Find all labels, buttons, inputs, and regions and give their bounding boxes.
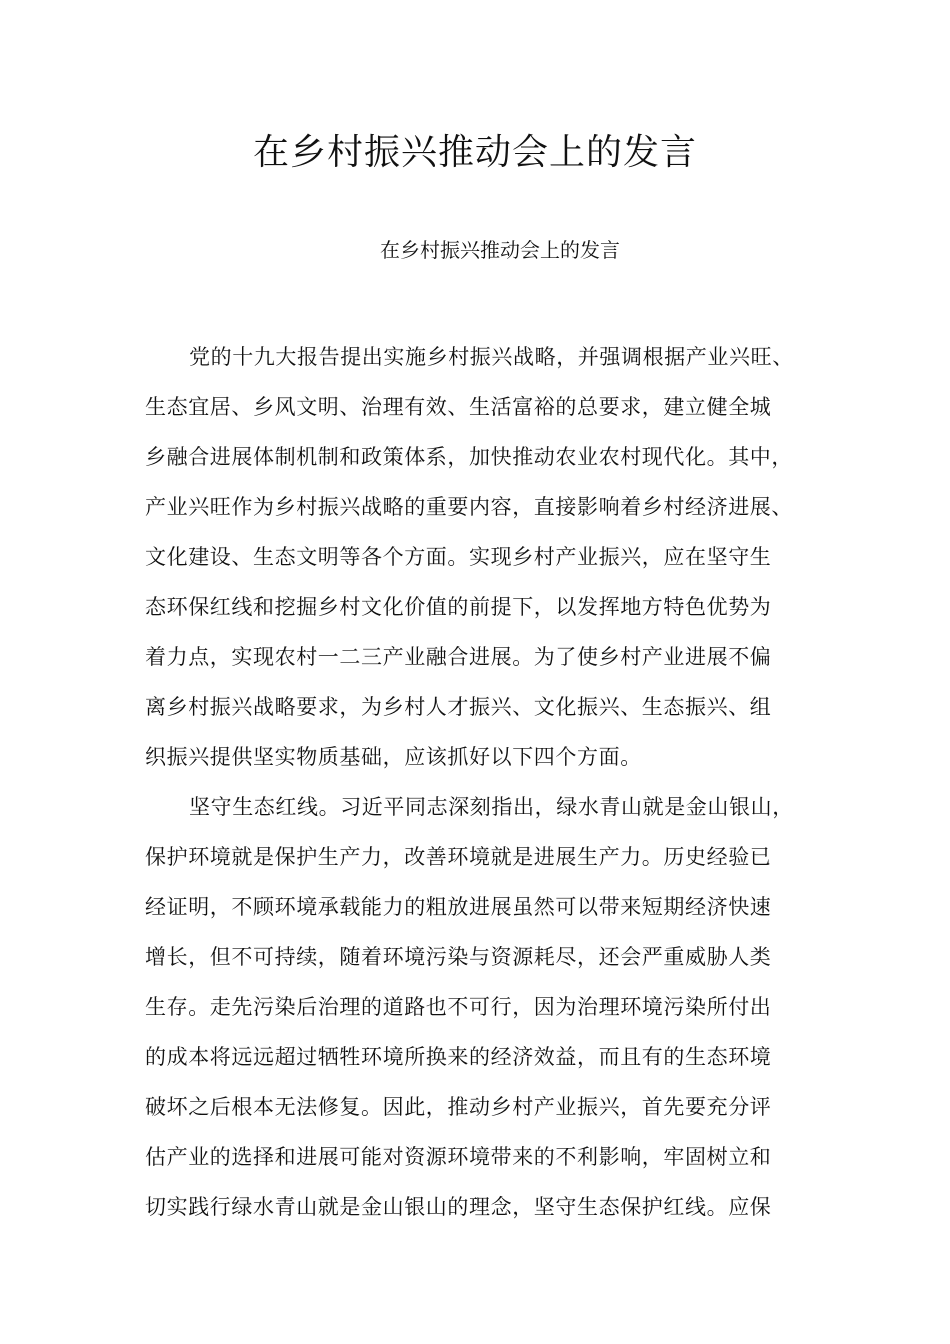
text-line: 破坏之后根本无法修复。因此，推动乡村产业振兴，首先要充分评: [145, 1095, 772, 1119]
text-line: 态环保红线和挖掘乡村文化价值的前提下，以发挥地方特色优势为: [145, 595, 772, 619]
text-line: 生态宜居、乡风文明、治理有效、生活富裕的总要求，建立健全城: [145, 395, 772, 419]
text-line: 生存。走先污染后治理的道路也不可行，因为治理环境污染所付出: [145, 995, 772, 1019]
text-line: 切实践行绿水青山就是金山银山的理念，坚守生态保护红线。应保: [145, 1195, 772, 1219]
document-subtitle: 在乡村振兴推动会上的发言: [380, 238, 620, 262]
document-title: 在乡村振兴推动会上的发言: [252, 132, 697, 173]
text-line: 织振兴提供坚实物质基础，应该抓好以下四个方面。: [145, 745, 642, 769]
text-line: 产业兴旺作为乡村振兴战略的重要内容，直接影响着乡村经济进展、: [145, 495, 793, 519]
text-line: 的成本将远远超过牺牲环境所换来的经济效益，而且有的生态环境: [145, 1045, 772, 1069]
text-line: 乡融合进展体制机制和政策体系，加快推动农业农村现代化。其中，: [145, 445, 793, 469]
text-line: 增长，但不可持续，随着环境污染与资源耗尽，还会严重威胁人类: [145, 945, 772, 969]
text-line: 党的十九大报告提出实施乡村振兴战略，并强调根据产业兴旺、: [189, 345, 794, 369]
paragraph-2: [145, 782, 835, 1232]
text-line: 估产业的选择和进展可能对资源环境带来的不利影响，牢固树立和: [145, 1145, 772, 1169]
paragraph-1: [145, 332, 835, 782]
text-line: 着力点，实现农村一二三产业融合进展。为了使乡村产业进展不偏: [145, 645, 772, 669]
text-line: 文化建设、生态文明等各个方面。实现乡村产业振兴，应在坚守生: [145, 545, 772, 569]
text-line: 保护环境就是保护生产力，改善环境就是进展生产力。历史经验已: [145, 845, 772, 869]
text-line: 坚守生态红线。习近平同志深刻指出，绿水青山就是金山银山，: [189, 795, 794, 819]
text-line: 经证明，不顾环境承载能力的粗放进展虽然可以带来短期经济快速: [145, 895, 772, 919]
document-body: [145, 332, 835, 1232]
text-line: 离乡村振兴战略要求，为乡村人才振兴、文化振兴、生态振兴、组: [145, 695, 772, 719]
